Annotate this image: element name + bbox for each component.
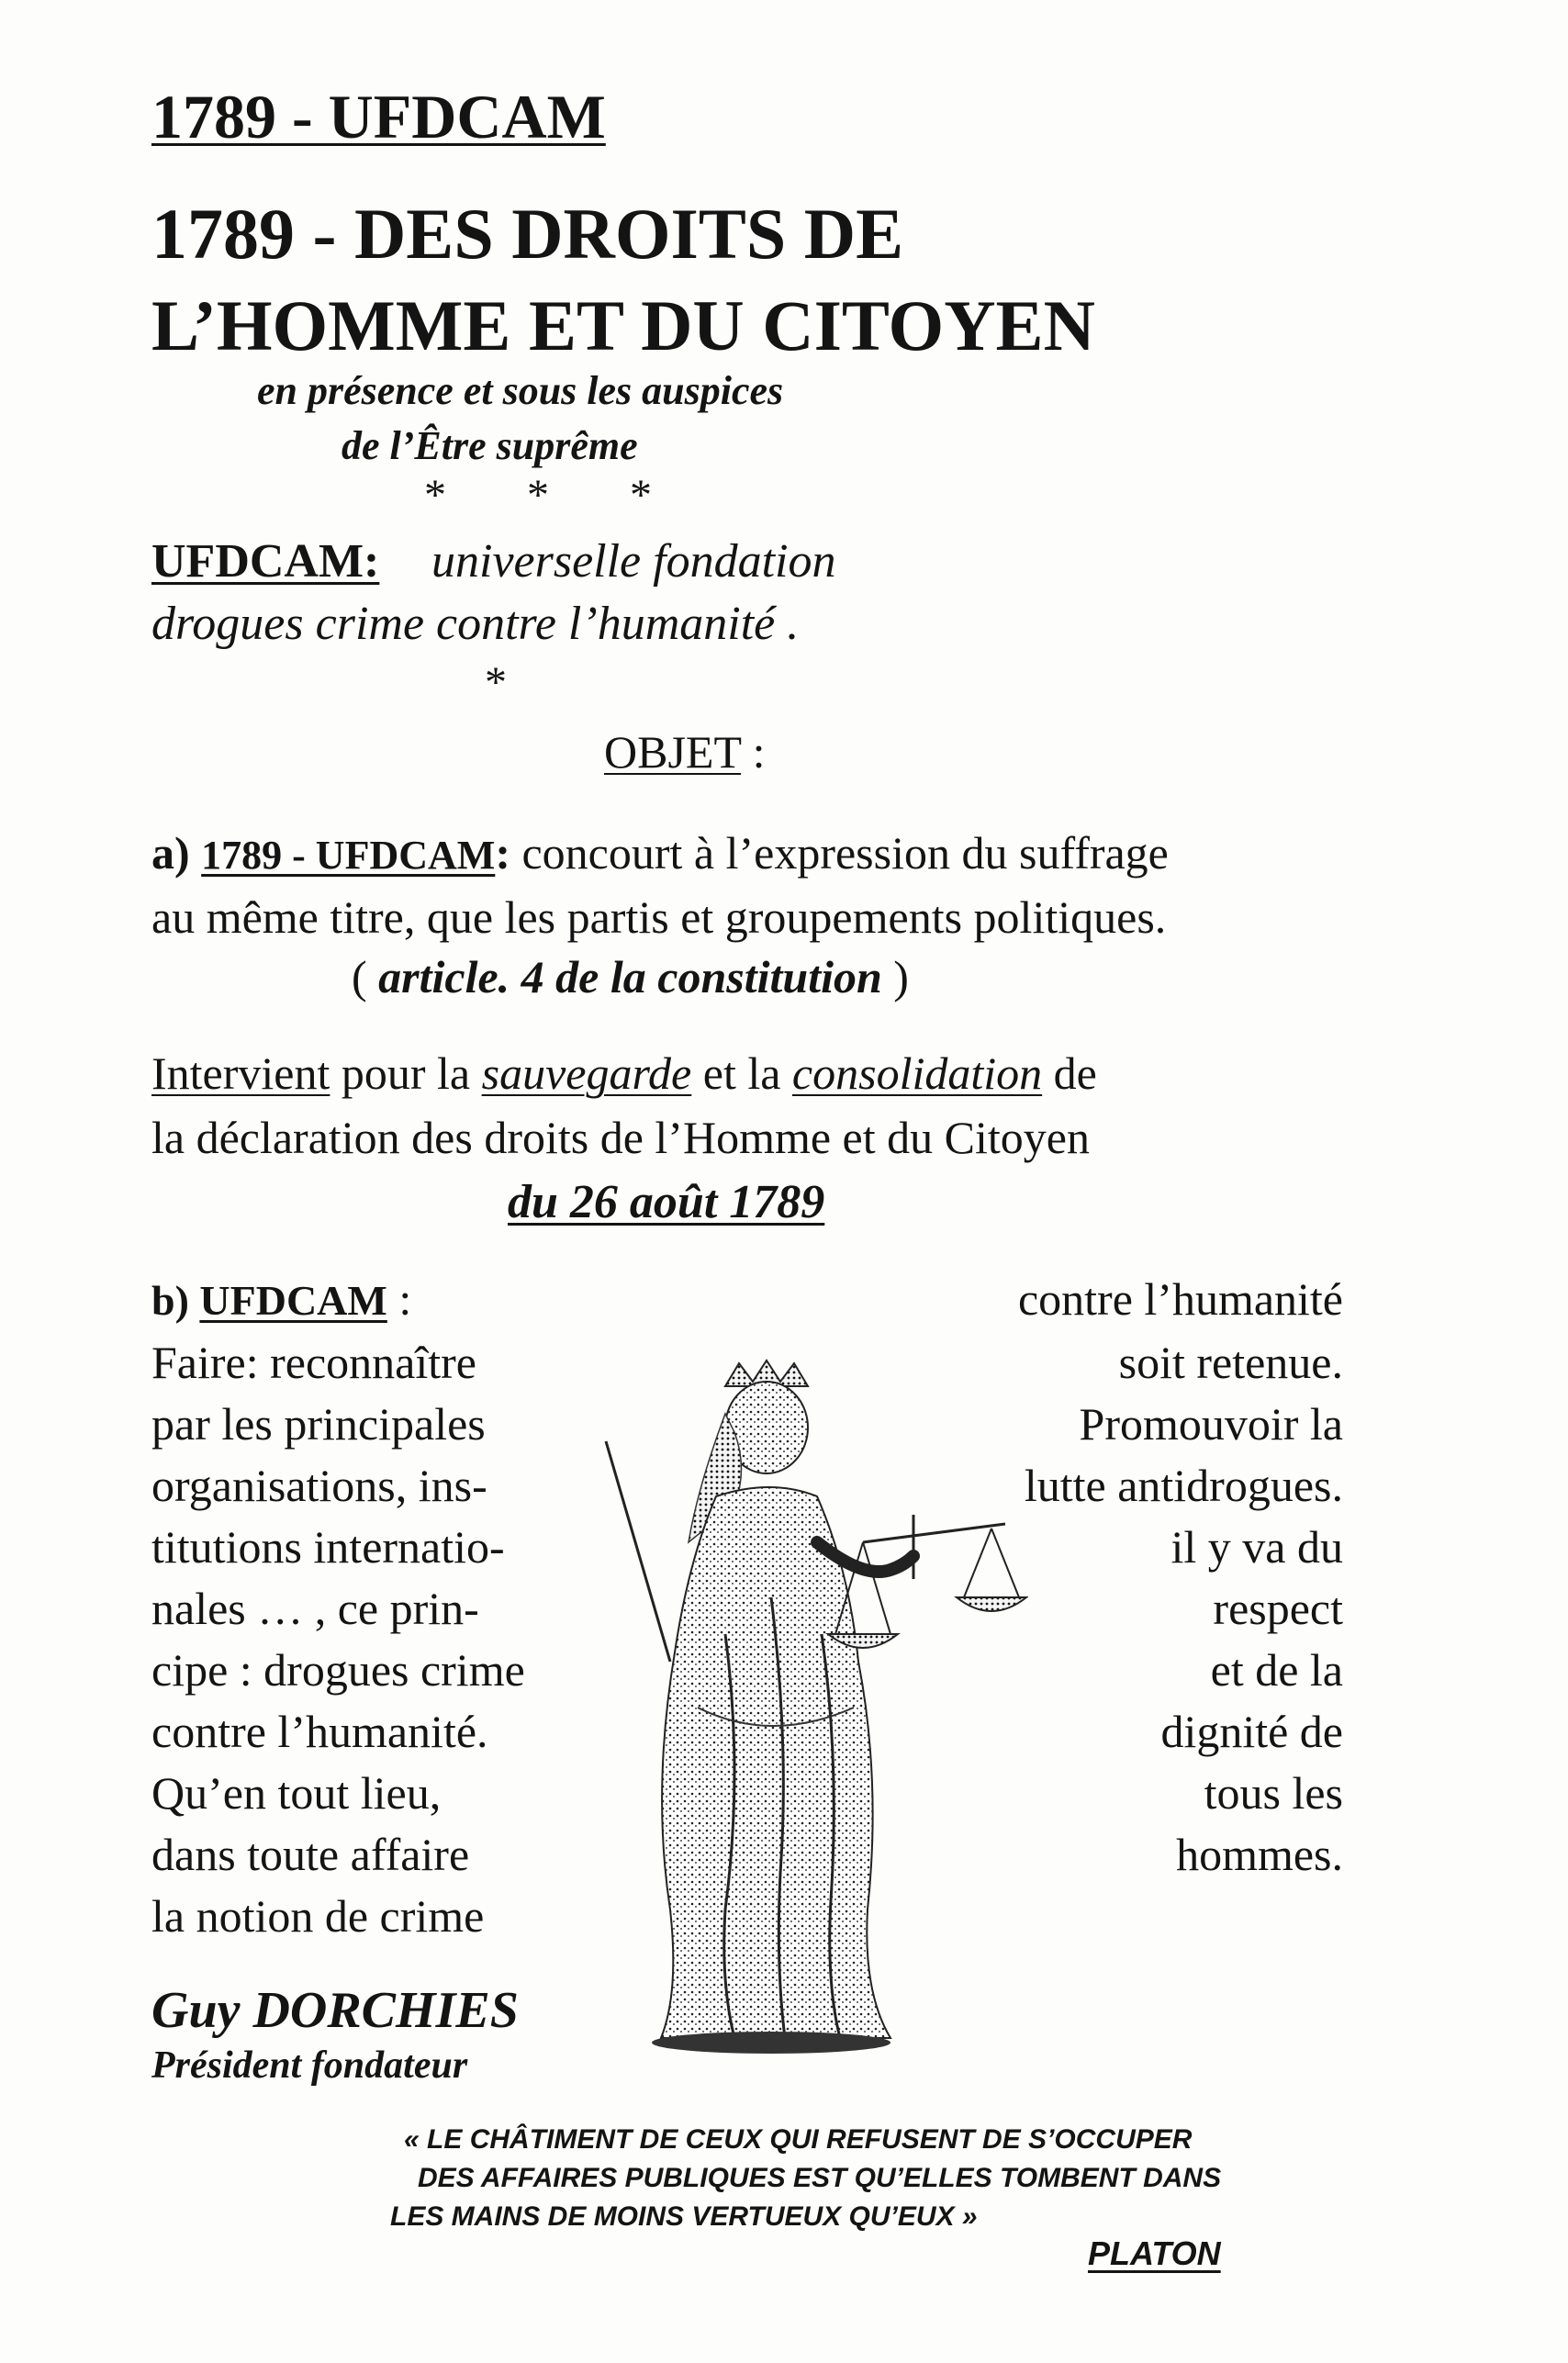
article-text: article. 4 de la constitution [378, 951, 882, 1002]
left-column-line: organisations, ins- [151, 1460, 487, 1511]
objet-label: OBJET [604, 726, 742, 778]
single-star-divider: * [485, 658, 507, 707]
section-a-line-1 [151, 826, 1169, 879]
right-column-line: contre l’humanité [1017, 1273, 1343, 1325]
right-column-line: respect [1213, 1583, 1343, 1634]
ufdcam-definition-line-1: universelle fondation [431, 535, 836, 588]
quote-line-2: DES AFFAIRES PUBLIQUES EST QU’ELLES TOMBENT DANS [418, 2163, 1222, 2193]
quote-line-1: « LE CHÂTIMENT DE CEUX QUI REFUSENT DE S’OCCUPER [404, 2124, 1193, 2155]
et-la-text: et la [691, 1047, 792, 1099]
article-reference [352, 950, 909, 1003]
left-column-line: nales … , ce prin- [151, 1583, 479, 1634]
section-b-heading [151, 1272, 411, 1326]
main-title-line-1: 1789 - DES DROITS DE [151, 194, 904, 274]
right-column-line: dignité de [1160, 1706, 1343, 1757]
intervient-word: Intervient [151, 1047, 330, 1099]
left-column-line: Qu’en tout lieu, [151, 1767, 442, 1819]
quote-line-3: LES MAINS DE MOINS VERTUEUX QU’EUX » [390, 2201, 978, 2232]
left-column-line: contre l’humanité. [151, 1706, 488, 1757]
left-column-line: la notion de crime [151, 1890, 485, 1942]
right-column-line: soit retenue. [1118, 1337, 1343, 1388]
de-text: de [1042, 1047, 1097, 1099]
subtitle-line-2: de l’Être suprême [342, 423, 638, 468]
signature-name: Guy DORCHIES [151, 1982, 519, 2039]
declaration-date: du 26 août 1789 [508, 1176, 825, 1228]
left-column-line: Faire: reconnaître [151, 1337, 476, 1388]
objet-colon: : [741, 726, 766, 778]
left-column-line: titutions internatio- [151, 1521, 505, 1573]
star-divider: * * * [424, 471, 687, 520]
right-column-line: et de la [1210, 1644, 1343, 1696]
section-b-colon: : [386, 1273, 412, 1325]
section-b-prefix: b) [151, 1277, 200, 1324]
right-column-line: il y va du [1170, 1521, 1343, 1573]
left-column-line: cipe : drogues crime [151, 1644, 525, 1696]
consolidation-word: consolidation [791, 1047, 1043, 1099]
objet-heading [604, 725, 766, 778]
intervient-line-2: la déclaration des droits de l’Homme et du Citoyen [151, 1112, 1090, 1163]
quote-author [1088, 2234, 1221, 2273]
article-open-paren: ( [352, 951, 379, 1002]
ufdcam-key: UFDCAM: [151, 535, 380, 588]
organization-heading: 1789 - UFDCAM [151, 82, 606, 151]
subtitle-line-1: en présence et sous les auspices [257, 368, 784, 413]
lady-justice-icon [588, 1359, 1028, 2056]
quote-author-name: PLATON [1088, 2234, 1221, 2272]
section-a-colon: : [495, 827, 510, 879]
section-a-prefix: a) [151, 827, 202, 879]
section-a-line-1-text: concourt à l’expression du suffrage [510, 827, 1169, 879]
left-column-line: dans toute affaire [151, 1829, 470, 1880]
right-column-line: hommes. [1176, 1829, 1343, 1880]
sauvegarde-word: sauvegarde [481, 1047, 692, 1099]
pour-la-text: pour la [330, 1047, 482, 1099]
section-a-line-2: au même titre, que les partis et groupements politiques. [151, 891, 1167, 943]
ufdcam-definition-line-2: drogues crime contre l’humanité . [151, 598, 800, 650]
signature-role: Président fondateur [151, 2044, 468, 2087]
right-column-line: Promouvoir la [1079, 1398, 1343, 1450]
section-b-org: UFDCAM [199, 1277, 387, 1324]
intervient-line-1 [151, 1047, 1097, 1100]
right-column-line: lutte antidrogues. [1024, 1460, 1343, 1511]
article-close-paren: ) [881, 951, 909, 1002]
section-a-org: 1789 - UFDCAM [201, 833, 496, 878]
left-column-line: par les principales [151, 1398, 486, 1450]
right-column-line: tous les [1204, 1767, 1343, 1819]
main-title-line-2: L’HOMME ET DU CITOYEN [151, 286, 1095, 365]
